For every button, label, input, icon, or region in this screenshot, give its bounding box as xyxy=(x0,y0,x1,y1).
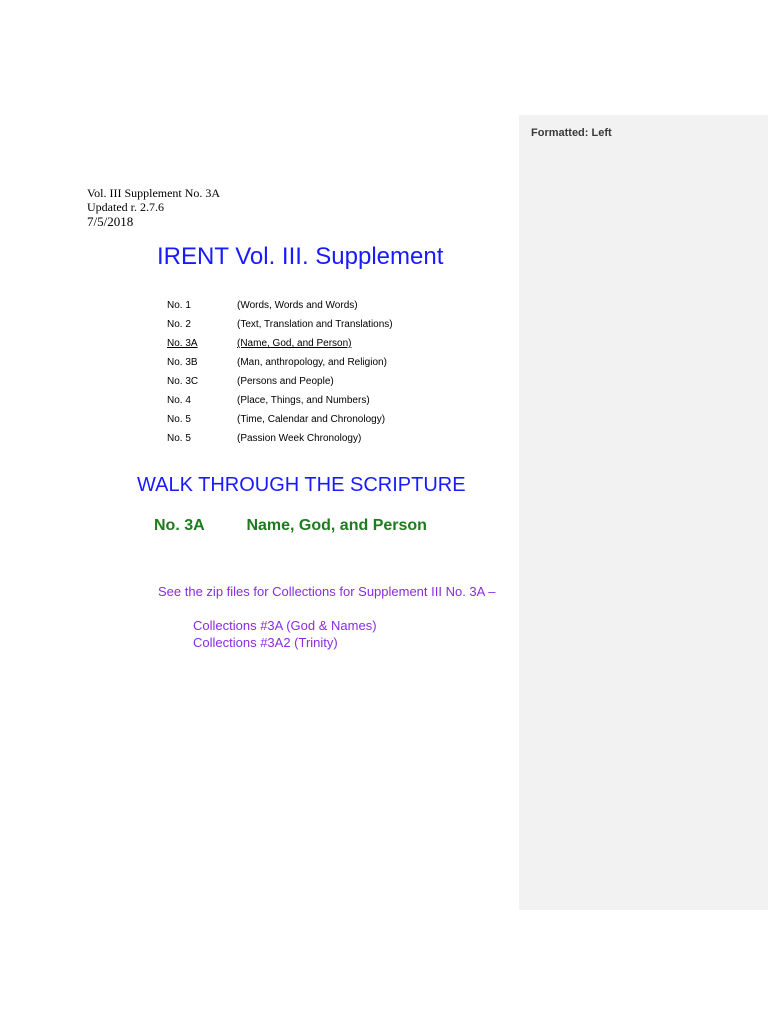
supplement-item[interactable] xyxy=(167,372,487,391)
comment-pane[interactable] xyxy=(519,115,768,910)
supplement-list xyxy=(167,296,487,448)
supplement-item[interactable] xyxy=(167,391,487,410)
supplement-number: No. 3C xyxy=(167,376,199,387)
page-title: IRENT Vol. III. Supplement xyxy=(157,243,444,270)
collections-list xyxy=(193,617,377,651)
subsection-number: No. 3A xyxy=(154,517,205,534)
subsection-title: Name, God, and Person xyxy=(246,517,427,534)
supplement-number: No. 1 xyxy=(167,300,191,311)
supplement-item[interactable] xyxy=(167,296,487,315)
header-meta xyxy=(87,186,220,230)
supplement-number: No. 5 xyxy=(167,433,191,444)
supplement-description: (Time, Calendar and Chronology) xyxy=(237,414,386,425)
subsection-heading xyxy=(154,517,427,535)
supplement-description: (Persons and People) xyxy=(237,376,334,387)
supplement-description: (Name, God, and Person) xyxy=(237,338,352,349)
header-updated-line: Updated r. 2.7.6 xyxy=(87,200,164,214)
supplement-description: (Text, Translation and Translations) xyxy=(237,319,393,330)
header-date: 7/5/2018 xyxy=(87,214,134,229)
collection-link[interactable]: Collections #3A (God & Names) xyxy=(193,618,377,633)
supplement-description: (Passion Week Chronology) xyxy=(237,433,362,444)
see-zip-note: See the zip files for Collections for Supplement III No. 3A – xyxy=(158,584,496,599)
supplement-item[interactable] xyxy=(167,315,487,334)
supplement-description: (Words, Words and Words) xyxy=(237,300,358,311)
section-heading: WALK THROUGH THE SCRIPTURE xyxy=(137,474,466,496)
supplement-item[interactable] xyxy=(167,410,487,429)
supplement-number: No. 5 xyxy=(167,414,191,425)
supplement-item[interactable] xyxy=(167,429,487,448)
supplement-number: No. 2 xyxy=(167,319,191,330)
supplement-number: No. 3A xyxy=(167,338,198,349)
supplement-item-current[interactable] xyxy=(167,334,487,353)
supplement-description: (Place, Things, and Numbers) xyxy=(237,395,370,406)
header-volume-line: Vol. III Supplement No. 3A xyxy=(87,186,221,200)
supplement-number: No. 4 xyxy=(167,395,191,406)
comment-label: Formatted: Left xyxy=(531,127,612,139)
collection-link[interactable]: Collections #3A2 (Trinity) xyxy=(193,635,338,650)
supplement-description: (Man, anthropology, and Religion) xyxy=(237,357,387,368)
supplement-item[interactable] xyxy=(167,353,487,372)
supplement-number: No. 3B xyxy=(167,357,198,368)
